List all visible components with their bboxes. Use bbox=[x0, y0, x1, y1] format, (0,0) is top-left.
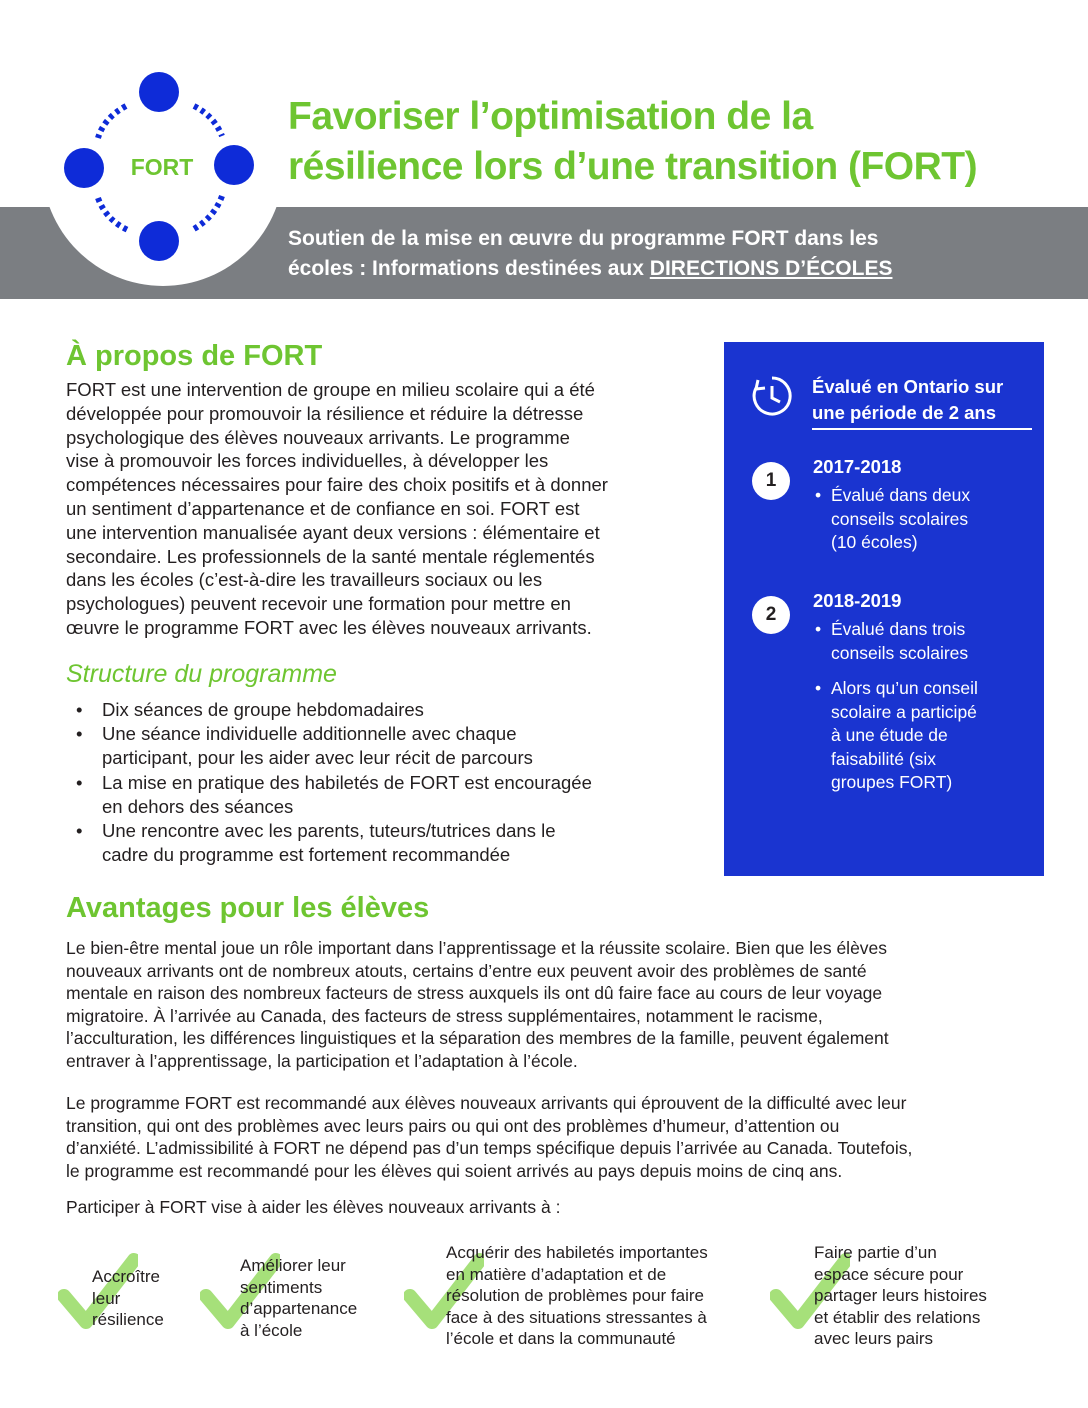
list-item: • Une séance individuelle additionnelle avec chaque participant, pour les aider avec leur récit de parcours bbox=[66, 722, 706, 770]
evaluation-sidebar bbox=[724, 342, 1044, 876]
benefits-heading: Avantages pour les élèves bbox=[66, 892, 430, 924]
phase-number-1: 1 bbox=[752, 462, 790, 500]
page-subtitle bbox=[288, 224, 1078, 284]
phase-2-list bbox=[813, 618, 1033, 807]
list-item: • Dix séances de groupe hebdomadaires bbox=[66, 698, 706, 722]
about-heading: À propos de FORT bbox=[66, 340, 323, 372]
page-title bbox=[288, 92, 1078, 192]
phase-number-2: 2 bbox=[752, 596, 790, 634]
list-item: • Une rencontre avec les parents, tuteurs/tutrices dans le cadre du programme est fortement recommandée bbox=[66, 819, 706, 867]
phase-year-1: 2017-2018 bbox=[813, 456, 902, 477]
structure-list bbox=[66, 698, 706, 867]
about-paragraph: FORT est une intervention de groupe en milieu scolaire qui a été développée pour promouvoir la résilience et réduire la détresse psychologique des élèves nouveaux arrivants. Le programme vise à promouvoir les forces individuelles, à développer les compétences nécessaires pour faire des choix positifs et à donner un sentiment d’appartenance et de confiance en soi. FORT est une intervention manualisée ayant deux versions : élémentaire et secondaire. Les professionnels de la santé mentale réglementés dans les écoles (c’est-à-dire les travailleurs sociaux ou les psychologues) peuvent recevoir une formation pour mettre en œuvre le programme FORT avec les élèves nouveaux arrivants. bbox=[66, 379, 608, 638]
list-item: • Alors qu’un conseil scolaire a participé à une étude de faisabilité (six groupes FORT) bbox=[813, 677, 1033, 795]
subtitle-audience: DIRECTIONS D’ÉCOLES bbox=[649, 257, 893, 280]
list-item: • Évalué dans deux conseils scolaires (10 écoles) bbox=[813, 484, 1033, 555]
list-item: • La mise en pratique des habiletés de FORT est encouragée en dehors des séances bbox=[66, 771, 706, 819]
goal-belonging: Améliorer leur sentiments d’appartenance à l’école bbox=[240, 1256, 358, 1340]
list-item: • Évalué dans trois conseils scolaires bbox=[813, 618, 1033, 665]
structure-heading: Structure du programme bbox=[66, 660, 337, 688]
goal-safe-space: Faire partie d’un espace sécure pour partager leurs histoires et établir des relations avec leurs pairs bbox=[814, 1243, 987, 1348]
goal-resilience: Accroître leur résilience bbox=[92, 1267, 164, 1329]
phase-1-list bbox=[813, 484, 1033, 567]
title-line-1: Favoriser l’optimisation de la bbox=[288, 95, 813, 138]
goal-coping-skills: Acquérir des habiletés importantes en matière d’adaptation et de résolution de problèmes pour faire face à des situations stressantes à l’école et dans la communauté bbox=[446, 1243, 708, 1348]
phase-year-2: 2018-2019 bbox=[813, 590, 902, 611]
title-line-2: résilience lors d’une transition (FORT) bbox=[288, 145, 978, 188]
clock-icon bbox=[750, 374, 794, 418]
benefits-paragraph-2: Le programme FORT est recommandé aux élèves nouveaux arrivants qui éprouvent de la difficulté avec leur transition, qui ont des problèmes avec leurs pairs ou qui ont des problèmes d’humeur, d’attention ou d’anxiété. L’admissibilité à FORT ne dépend pas d’un temps spécifique depuis l’arrivée au Canada. Toutefois, le programme est recommandé pour les élèves qui soient arrivés au pays depuis moins de cinq ans. bbox=[66, 1093, 913, 1181]
benefits-intro: Participer à FORT vise à aider les élèves nouveaux arrivants à : bbox=[66, 1197, 561, 1217]
logo-text: FORT bbox=[130, 154, 194, 180]
sidebar-divider bbox=[812, 428, 1032, 430]
sidebar-heading: Évalué en Ontario sur une période de 2 ans bbox=[812, 376, 1004, 423]
subtitle-line-2: écoles : Informations destinées aux bbox=[288, 257, 650, 280]
benefits-paragraph-1: Le bien-être mental joue un rôle important dans l’apprentissage et la réussite scolaire. Bien que les élèves nouveaux arrivants ont de nombreux atouts, certains d’entre eux peuvent avoir des problèmes de santé mentale en raison des nombreux facteurs de stress auxquels ils ont dû faire face au cours de leur voyage migratoire. À l’arrivée au Canada, des facteurs de stress supplémentaires, notamment le racisme, l’acculturation, les différences linguistiques et la séparation des membres de la famille, peuvent également entraver à l’apprentissage, la participation et l’adaptation à l’école. bbox=[66, 938, 889, 1071]
subtitle-line-1: Soutien de la mise en œuvre du programme FORT dans les bbox=[288, 227, 879, 250]
